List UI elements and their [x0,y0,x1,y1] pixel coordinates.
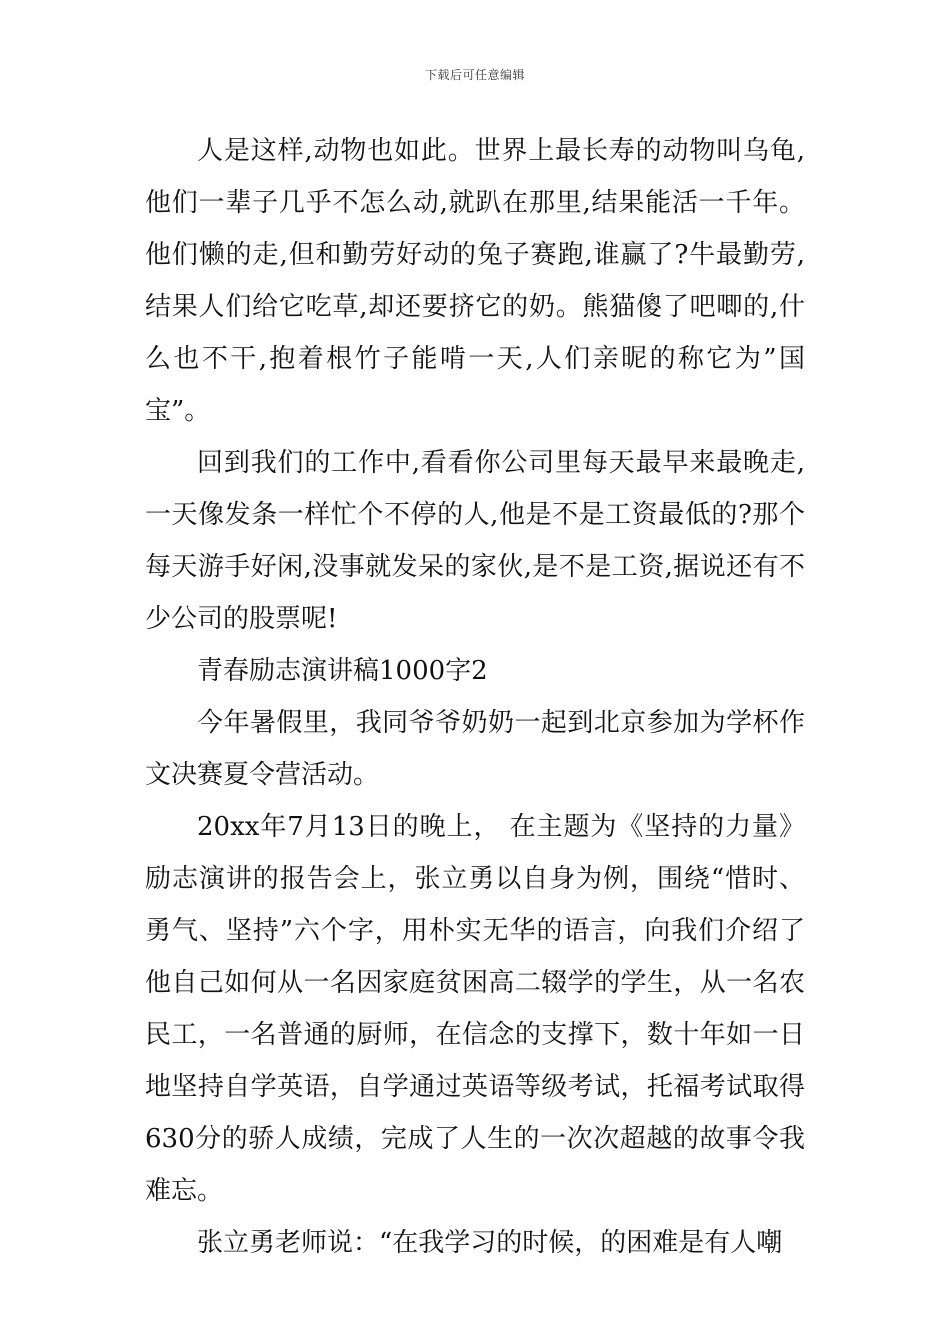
paragraph: 20xx年7月13日的晚上， 在主题为《坚持的力量》励志演讲的报告会上，张立勇以自身为例，围绕“惜时、勇气、坚持”六个字，用朴实无华的语言，向我们介绍了他自己如何从一名因家庭贫困高二辍学的学生，从一名农民工，一名普通的厨师，在信念的支撑下，数十年如一日地坚持自学英语，自学通过英语等级考试，托福考试取得630分的骄人成绩，完成了人生的一次次超越的故事令我难忘。 [145,812,805,1206]
section-title: 青春励志演讲稿1000字2 [197,656,488,686]
paragraph: 今年暑假里，我同爷爷奶奶一起到北京参加为学杯作文决赛夏令营活动。 [145,708,805,790]
body-text [145,125,805,1269]
paragraph: 人是这样,动物也如此。世界上最长寿的动物叫乌龟,他们一辈子几乎不怎么动,就趴在那里,结果能活一千年。他们懒的走,但和勤劳好动的兔子赛跑,谁赢了?牛最勤劳,结果人们给它吃草,却还要挤它的奶。熊猫傻了吧唧的,什么也不干,抱着根竹子能啃一天,人们亲昵的称它为”国宝”。 [145,136,805,426]
paragraph: 回到我们的工作中,看看你公司里每天最早来最晚走,一天像发条一样忙个不停的人,他是不是工资最低的?那个每天游手好闲,没事就发呆的家伙,是不是工资,据说还有不少公司的股票呢! [145,448,805,634]
page-header: 下载后可任意编辑 [424,68,525,82]
paragraph: 张立勇老师说：“在我学习的时候，的困难是有人嘲 [197,1228,783,1258]
